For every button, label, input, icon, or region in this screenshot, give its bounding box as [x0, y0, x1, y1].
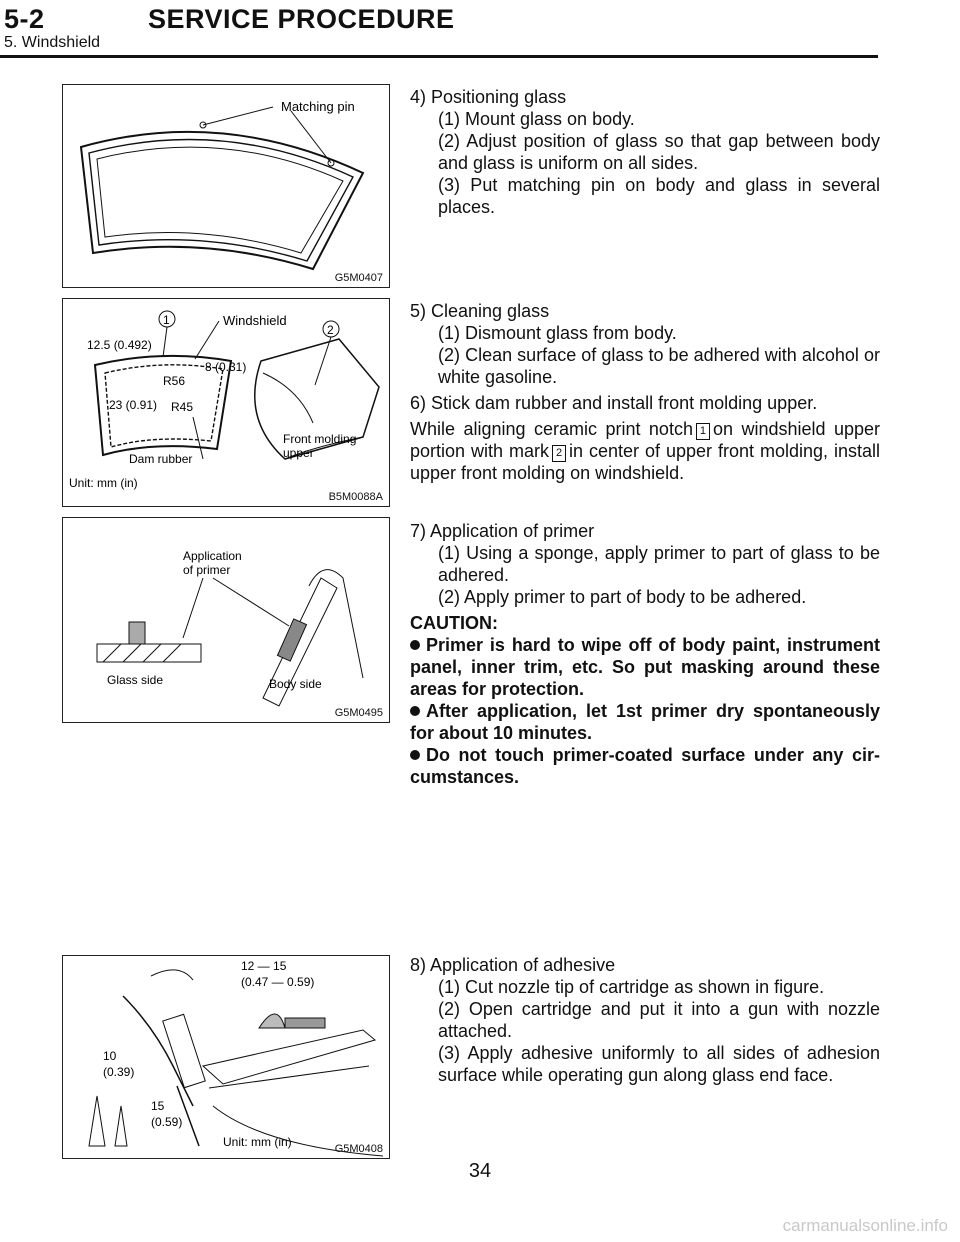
- caution-bullet-1: Primer is hard to wipe off of body paint, instrument panel, inner trim, etc. So put masking around these areas for protection.: [410, 635, 880, 699]
- bullet-dot-icon: [410, 706, 420, 716]
- step-8: 8) Application of adhesive: [410, 955, 616, 975]
- page-header: [0, 0, 960, 60]
- step-8-item-1: (1) Cut nozzle tip of cartridge as shown in figure.: [438, 977, 825, 997]
- label-dim-10: 10: [103, 1049, 117, 1063]
- text-block-positioning: [410, 86, 880, 218]
- step-5-item-2: (2) Clean surface of glass to be adhered with alcohol or white gasoline.: [438, 345, 880, 387]
- dam-rubber-molding-illustration: [63, 299, 389, 506]
- notch-ref-box: 1: [696, 423, 710, 440]
- figure-adhesive: [62, 955, 390, 1159]
- adhesive-gun-illustration: [63, 956, 389, 1158]
- primer-application-illustration: [63, 518, 389, 722]
- label-application: Application: [183, 549, 242, 563]
- label-r45: R45: [171, 400, 194, 414]
- step-7: 7) Application of primer: [410, 521, 595, 541]
- label-dim-10-in: (0.39): [103, 1065, 135, 1079]
- step-4: 4) Positioning glass: [410, 87, 567, 107]
- figure-code: G5M0407: [334, 272, 383, 284]
- figure-code: G5M0495: [334, 707, 383, 719]
- label-front-molding: Front molding: [283, 432, 357, 446]
- label-dim-23: 23 (0.91): [109, 398, 158, 412]
- label-unit: Unit: mm (in): [69, 476, 138, 490]
- text-block-cleaning: [410, 300, 880, 484]
- caution-heading: CAUTION:: [410, 613, 498, 633]
- figure-code: B5M0088A: [328, 491, 383, 503]
- step-5: 5) Cleaning glass: [410, 301, 550, 321]
- step-4-item-1: (1) Mount glass on body.: [438, 109, 635, 129]
- label-of-primer: of primer: [183, 563, 231, 577]
- step-6-desc-part-a: While aligning ceramic print notch: [410, 419, 693, 439]
- label-dim-8: 8 (0.31): [205, 360, 247, 374]
- bullet-dot-icon: [410, 640, 420, 650]
- caution-bullet-2: After application, let 1st primer dry spontaneously for about 10 minutes.: [410, 701, 880, 743]
- label-front-molding-upper: upper: [283, 446, 314, 460]
- page-number: 34: [468, 1160, 492, 1182]
- label-dim-12-5: 12.5 (0.492): [87, 338, 152, 352]
- bullet-dot-icon: [410, 750, 420, 760]
- label-dim-12-15: 12 — 15: [241, 959, 287, 973]
- section-number: 5-2: [4, 4, 45, 34]
- step-4-item-3: (3) Put matching pin on body and glass in several places.: [438, 175, 880, 217]
- step-8-item-3: (3) Apply adhesive uniformly to all sides of adhesion surface while operating gun along glass end face.: [438, 1043, 880, 1085]
- subsection-title: 5. Windshield: [4, 34, 101, 51]
- caution-bullet-3: Do not touch primer-coated surface under any cir- cumstances.: [410, 745, 880, 787]
- step-4-item-2: (2) Adjust position of glass so that gap between body and glass is uniform on all sides.: [438, 131, 880, 173]
- windshield-matching-pin-illustration: [63, 85, 389, 287]
- callout-1: 1: [163, 313, 170, 327]
- text-block-primer: [410, 520, 880, 788]
- callout-2: 2: [327, 323, 334, 337]
- mark-ref-box: 2: [552, 445, 566, 462]
- figure-dam-rubber: [62, 298, 390, 507]
- figure-matching-pin: [62, 84, 390, 288]
- step-7-item-2: (2) Apply primer to part of body to be adhered.: [438, 587, 807, 607]
- label-dam-rubber: Dam rubber: [129, 452, 193, 466]
- step-6-desc-part-c: in center of upper front molding, install upper front molding on windshield.: [410, 441, 880, 483]
- figure-primer: [62, 517, 390, 723]
- label-glass-side: Glass side: [107, 673, 164, 687]
- label-unit: Unit: mm (in): [223, 1135, 292, 1149]
- step-8-item-2: (2) Open cartridge and put it into a gun with nozzle attached.: [438, 999, 880, 1041]
- label-dim-15-in: (0.59): [151, 1115, 183, 1129]
- step-7-item-1: (1) Using a sponge, apply primer to part of glass to be adhered.: [438, 543, 880, 585]
- label-dim-15: 15: [151, 1099, 165, 1113]
- step-6: 6) Stick dam rubber and install front molding upper.: [410, 393, 818, 413]
- label-dim-12-15-in: (0.47 — 0.59): [241, 975, 315, 989]
- header-rule: [0, 55, 878, 58]
- section-title: SERVICE PROCEDURE: [148, 4, 455, 34]
- label-windshield: Windshield: [223, 313, 287, 328]
- watermark: carmanualsonline.info: [782, 1216, 948, 1235]
- step-5-item-1: (1) Dismount glass from body.: [438, 323, 677, 343]
- label-matching-pin: Matching pin: [281, 99, 355, 114]
- step-6-desc-part-b: on windshield upper portion with mark: [410, 419, 880, 461]
- label-body-side: Body side: [269, 677, 322, 691]
- figure-code: G5M0408: [334, 1143, 383, 1155]
- step-6-description: [410, 418, 880, 484]
- label-r56: R56: [163, 374, 186, 388]
- text-block-adhesive: [410, 954, 880, 1086]
